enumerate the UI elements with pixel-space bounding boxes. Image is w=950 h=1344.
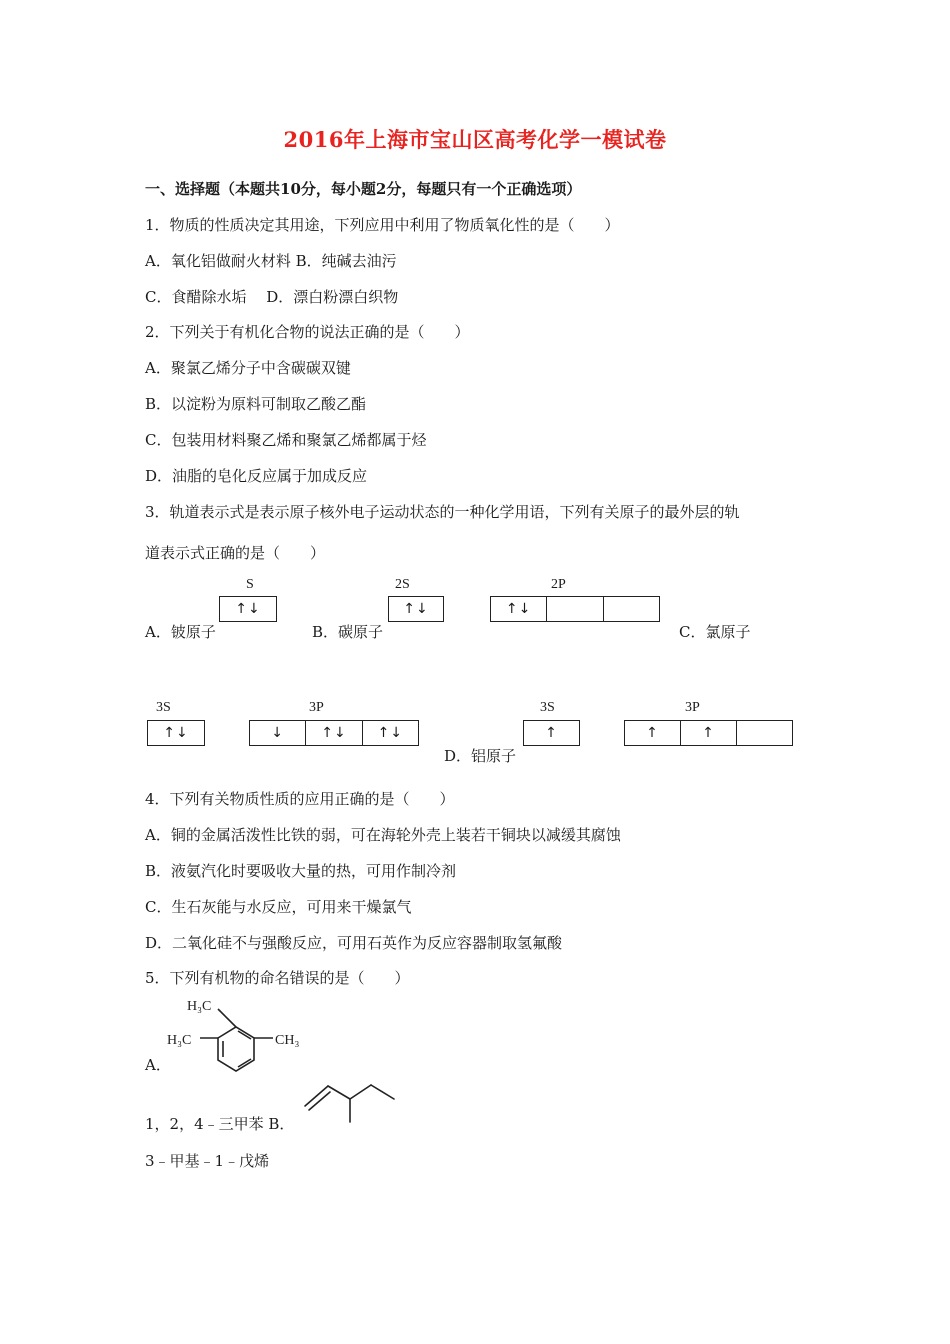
question-4-option-d: D．二氧化硅不与强酸反应，可用石英作为反应容器制取氢氟酸 — [145, 934, 563, 952]
orbital-cell: ↑↓ — [491, 597, 547, 621]
question-4-option-a: A．铜的金属活泼性比铁的弱，可在海轮外壳上装若干铜块以减缓其腐蚀 — [145, 826, 621, 844]
be-s-orbital-label: S — [246, 577, 254, 592]
option-d-label: D．铝原子 — [444, 747, 517, 765]
option-a-label: A．铍原子 — [145, 623, 216, 641]
orbital-cell: ↑ — [625, 721, 681, 745]
cl-3p-orbital-label: 3P — [309, 700, 324, 715]
question-2-option-a: A．聚氯乙烯分子中含碳碳双键 — [145, 359, 351, 377]
question-5-option-b-name: 3﹣甲基﹣1﹣戊烯 — [145, 1152, 270, 1170]
question-3-stem-line2: 道表示式正确的是（ ） — [145, 544, 326, 562]
question-4-stem: 4．下列有关物质性质的应用正确的是（ ） — [145, 790, 455, 808]
question-2-option-d: D．油脂的皂化反应属于加成反应 — [145, 467, 368, 485]
orbital-cell: ↑ — [681, 721, 737, 745]
methyl-label-top: H₃C — [187, 999, 212, 1014]
question-2-stem: 2．下列关于有机化合物的说法正确的是（ ） — [145, 323, 470, 341]
cl-3s-orbital-box — [147, 720, 205, 746]
c-2s-orbital-label: 2S — [395, 577, 410, 592]
orbital-cell: ↓ — [250, 721, 306, 745]
methyl-label-left: H₃C — [167, 1033, 192, 1048]
be-s-orbital-box — [219, 596, 277, 622]
question-5-option-a-label: A． — [145, 1056, 171, 1074]
methylpentene-structure — [300, 1078, 400, 1128]
orbital-cell: ↑↓ — [306, 721, 362, 745]
question-2-option-c: C．包装用材料聚乙烯和聚氯乙烯都属于烃 — [145, 431, 427, 449]
orbital-cell — [604, 597, 659, 621]
c-2s-orbital-box — [388, 596, 444, 622]
orbital-cell: ↑↓ — [377, 725, 404, 741]
question-4-option-b: B．液氨汽化时要吸收大量的热，可用作制冷剂 — [145, 862, 457, 880]
c-2p-orbital-box — [490, 596, 660, 622]
question-1-options-ab: A．氧化铝做耐火材料 B．纯碱去油污 — [145, 252, 397, 270]
question-3-stem-line1: 3．轨道表示式是表示原子核外电子运动状态的一种化学用语，下列有关原子的最外层的轨 — [145, 503, 740, 521]
al-3s-orbital-box — [523, 720, 580, 746]
al-3s-orbital-label: 3S — [540, 700, 555, 715]
page-title: 2016年上海市宝山区高考化学一模试卷 — [283, 127, 667, 152]
question-5-option-a-name-and-b: 1，2，4﹣三甲苯 B． — [145, 1115, 295, 1133]
orbital-cell: ↑↓ — [403, 601, 429, 617]
option-b-label: B．碳原子 — [312, 623, 384, 641]
orbital-cell — [547, 597, 603, 621]
question-2-option-b: B．以淀粉为原料可制取乙酸乙酯 — [145, 395, 367, 413]
cl-3s-orbital-label: 3S — [156, 700, 171, 715]
question-1-options-cd: C．食醋除水垢 D．漂白粉漂白织物 — [145, 288, 399, 306]
option-c-label: C．氯原子 — [679, 623, 751, 641]
orbital-cell: ↑ — [545, 725, 558, 741]
orbital-cell: ↑↓ — [163, 725, 189, 741]
c-2p-orbital-label: 2P — [551, 577, 566, 592]
question-4-option-c: C．生石灰能与水反应，可用来干燥氯气 — [145, 898, 412, 916]
al-3p-orbital-box — [624, 720, 793, 746]
cl-3p-orbital-box — [249, 720, 419, 746]
section-heading: 一、选择题（本题共10分，每小题2分，每题只有一个正确选项） — [145, 180, 582, 198]
orbital-cell — [737, 721, 792, 745]
orbital-cell: ↑↓ — [235, 601, 261, 617]
trimethylbenzene-structure — [165, 990, 325, 1075]
question-5-stem: 5．下列有机物的命名错误的是（ ） — [145, 969, 410, 987]
al-3p-orbital-label: 3P — [685, 700, 700, 715]
question-1-stem: 1．物质的性质决定其用途，下列应用中利用了物质氧化性的是（ ） — [145, 216, 620, 234]
methyl-label-right: CH₃ — [275, 1033, 300, 1048]
